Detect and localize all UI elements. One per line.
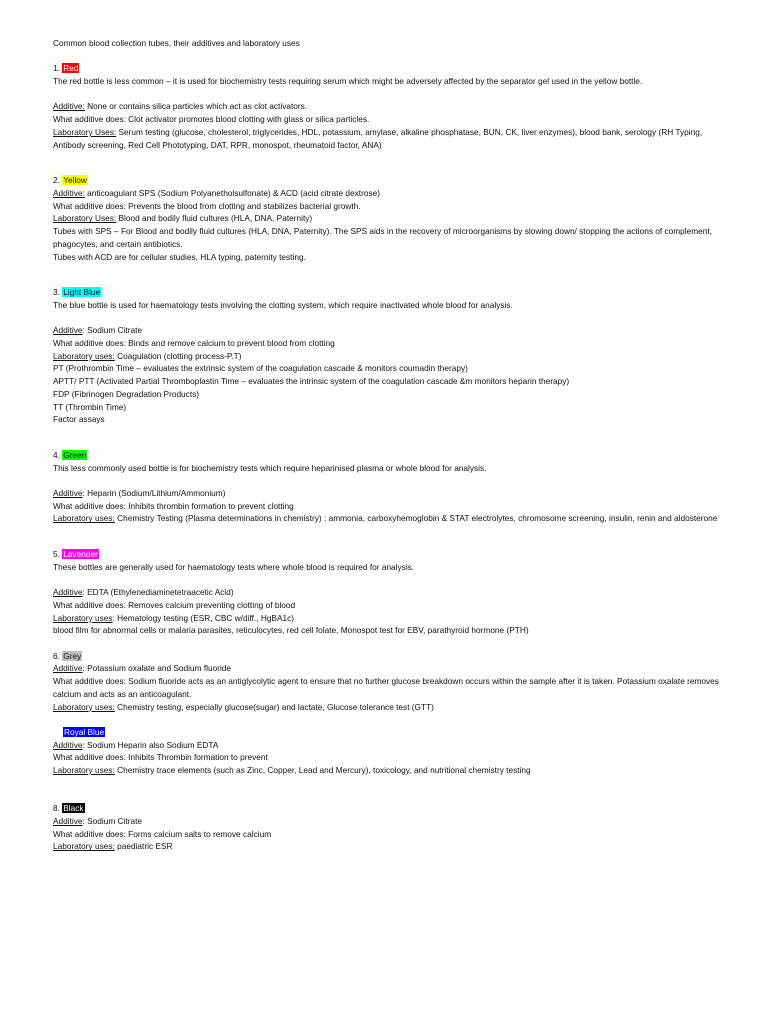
additive-line: Additive: None or contains silica particles which act as clot activators. — [53, 101, 308, 112]
section-description: These bottles are generally used for haematology tests where whole blood is required for analysis. — [53, 561, 415, 572]
section-heading: 4. Green — [53, 449, 87, 460]
additive-function-line: What additive does: Clot activator promotes blood clotting with glass or silica particles. — [53, 114, 370, 125]
fdp-line: FDP (Fibrinogen Degradation Products) — [53, 388, 200, 399]
additive-line: Additive: Potassium oxalate and Sodium fluoride — [53, 663, 232, 674]
lab-uses-line: Laboratory uses: Hematology testing (ESR, CBC w/diff., HgBA1c) — [53, 612, 295, 623]
section-green — [53, 449, 733, 525]
section-description: The red bottle is less common – it is used for biochemistry tests requiring serum which might be adversely affected by the separator gel used in the yellow bottle. — [53, 76, 643, 87]
lab-uses-line: Laboratory uses: paediatric ESR — [53, 841, 173, 852]
additive-line: Additive: Heparin (Sodium/Lithium/Ammonium) — [53, 488, 226, 499]
section-yellow — [53, 174, 733, 263]
additive-line: Additive: anticoagulant SPS (Sodium Polyanetholsulfonate) & ACD (acid citrate dextrose) — [53, 188, 380, 198]
tube-color-black: Black — [63, 803, 84, 814]
additive-function-line: What additive does: Inhibits thrombin formation to prevent clotting — [53, 500, 294, 511]
additive-function-line: What additive does: Prevents the blood from clotting and stabilizes bacterial growth. — [53, 200, 361, 211]
tube-color-green: Green — [63, 449, 87, 460]
additive-function-line: What additive does: Sodium fluoride acts as an antiglycolytic agent to ensure that no further glucose breakdown occurs within the sample after it is taken. Potassium oxalate removes calcium and acts as an anticoagulant. — [53, 676, 719, 699]
additive-line: Additive: Sodium Citrate — [53, 325, 143, 336]
lab-uses-line: Laboratory uses: Chemistry trace elements (such as Zinc, Copper, Lead and Mercury), toxicology, and nutritional chemistry testing — [53, 765, 531, 776]
tube-color-grey: Grey — [63, 650, 82, 661]
sps-note: Tubes with SPS – For Blood and bodily fluid cultures (HLA, DNA, Paternity). The SPS aids in the recovery of microorganisms by slowing down/ stopping the actions of complement, phagocytes, and certain antibiotics. — [53, 226, 712, 249]
additive-function-line: What additive does: Binds and remove calcium to prevent blood from clotting — [53, 338, 335, 349]
additive-line: Additive: Sodium Citrate — [53, 815, 143, 826]
blood-film-line: blood film for abnormal cells or malaria parasites, reticulocytes, red cell folate, Monospot test for EBV, parathyroid hormone (PTH) — [53, 625, 529, 636]
additive-function-line: What additive does: Inhibits Thrombin formation to prevent — [53, 752, 268, 763]
section-heading: 8. Black — [53, 803, 84, 814]
section-heading — [53, 726, 733, 739]
lab-uses-line: Laboratory Uses: Blood and bodily fluid cultures (HLA, DNA, Paternity) — [53, 213, 313, 224]
section-red — [53, 62, 733, 151]
section-heading: 2. Yellow — [53, 175, 87, 186]
tube-color-lavender: Lavender — [63, 549, 98, 560]
acd-note: Tubes with ACD are for cellular studies, HLA typing, paternity testing. — [53, 251, 306, 262]
lab-uses-line: Laboratory Uses: Serum testing (glucose, cholesterol, triglycerides, HDL, potassium, amylase, alkaline phosphatase, BUN, CK, liver enzymes), blood bank, serology (RH Typing, Antibody screening, Red Cell Phototyping, DAT, RPR, monospot, rheumatoid factor, ANA) — [53, 126, 703, 150]
tube-color-yellow: Yellow — [63, 175, 87, 186]
document-body — [53, 37, 733, 853]
tube-color-royal-blue: Royal Blue — [64, 726, 105, 737]
document-title: Common blood collection tubes, their additives and laboratory uses — [53, 38, 300, 48]
tube-color-light-blue: Light Blue — [63, 287, 101, 298]
section-lavender — [53, 548, 733, 637]
section-heading: 5. Lavender — [53, 549, 98, 560]
additive-line: Additive: Sodium Heparin also Sodium EDTA — [53, 739, 219, 750]
lab-uses-line: Laboratory uses: Coagulation (clotting process-P.T) — [53, 350, 242, 361]
lab-uses-line: Laboratory uses: Chemistry testing, especially glucose(sugar) and lactate, Glucose tolerance test (GTT) — [53, 701, 434, 712]
section-black — [53, 802, 733, 853]
section-heading: 6. Grey — [53, 650, 82, 661]
section-description: The blue bottle is used for haematology tests involving the clotting system, which require inactivated whole blood for analysis. — [53, 299, 513, 310]
additive-function-line: What additive does: Forms calcium salts to remove calcium — [53, 828, 272, 839]
section-heading: 3. Light Blue — [53, 287, 101, 298]
section-description: This less commonly used bottle is for biochemistry tests which require heparinised plasma or whole blood for analysis. — [53, 462, 487, 473]
tube-color-red: Red — [63, 63, 79, 74]
tt-line: TT (Thrombin Time) — [53, 401, 127, 412]
aptt-line: APTT/ PTT (Activated Partial Thromboplastin Time – evaluates the intrinsic system of the coagulation cascade &m monitors heparin therapy) — [53, 376, 570, 387]
lab-uses-line: Laboratory uses: Chemistry Testing (Plasma determinations in chemistry) : ammonia, carboxyhemoglobin & STAT electrolytes, chromosome screening, insulin, renin and aldosterone — [53, 513, 718, 524]
additive-line: Additive: EDTA (Ethylenediaminetetraacetic Acid) — [53, 587, 234, 598]
section-grey — [53, 650, 733, 714]
section-royal-blue — [53, 726, 733, 777]
factor-line: Factor assays — [53, 414, 105, 425]
pt-line: PT (Prothrombin Time – evaluates the extrinsic system of the coagulation cascade & monitors coumadin therapy) — [53, 363, 468, 374]
additive-function-line: What additive does: Removes calcium preventing clotting of blood — [53, 599, 296, 610]
section-heading: 1. Red — [53, 63, 79, 74]
section-light-blue — [53, 286, 733, 426]
